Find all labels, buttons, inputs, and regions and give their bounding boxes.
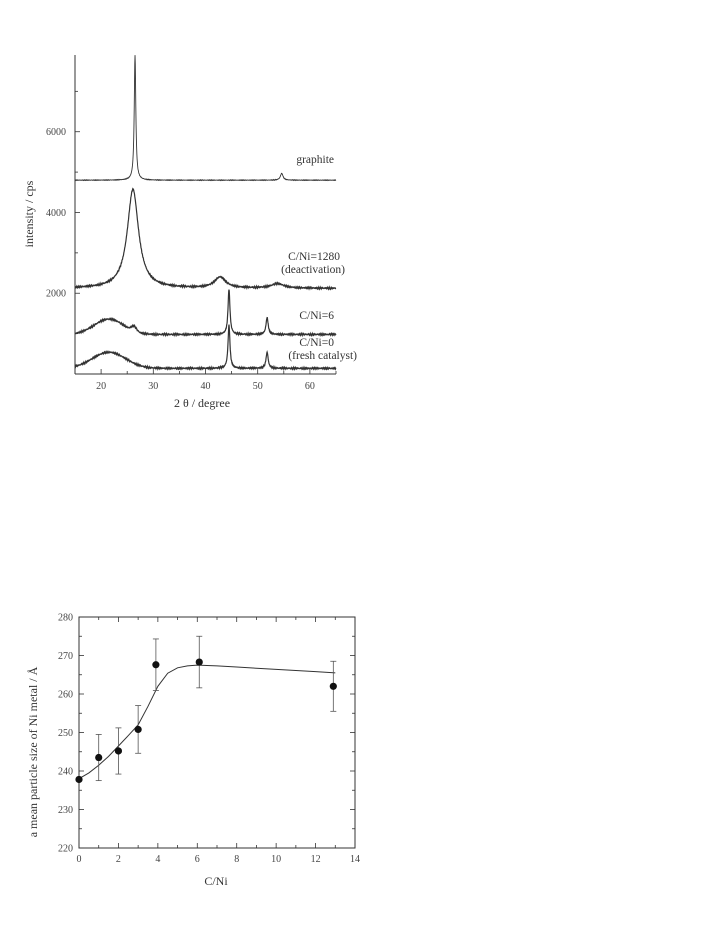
annotation-cni-0: C/Ni=0 <box>299 337 334 349</box>
particle-y-tick-label: 240 <box>58 766 73 778</box>
particle-x-tick-label: 10 <box>271 854 282 865</box>
data-point <box>135 726 142 733</box>
xrd-y-axis-label: intensity / cps <box>22 180 36 248</box>
xrd-x-tick-label: 30 <box>148 381 159 392</box>
particle-y-axis-label: a mean particle size of Ni metal / Å <box>26 666 40 838</box>
annotation-cni-6: C/Ni=6 <box>299 310 334 322</box>
xrd-x-tick-label: 50 <box>252 381 263 392</box>
data-point <box>75 776 82 783</box>
annotation-graphite: graphite <box>296 154 334 166</box>
particle-plot-frame <box>79 617 355 848</box>
particle-y-tick-label: 270 <box>58 651 73 662</box>
particle-axes <box>79 617 355 848</box>
xrd-x-tick-label: 20 <box>96 381 107 392</box>
xrd-x-tick-label: 60 <box>304 381 315 392</box>
xrd-y-tick-label: 6000 <box>46 127 66 139</box>
annotation-cni-1280: C/Ni=1280 <box>288 251 340 263</box>
particle-points <box>75 636 337 783</box>
particle-x-tick-label: 8 <box>234 854 240 865</box>
particle-y-tick-label: 260 <box>58 689 73 701</box>
xrd-series-line <box>75 290 336 336</box>
data-point <box>115 747 122 754</box>
annotation-fresh-catalyst: (fresh catalyst) <box>288 350 357 362</box>
particle-x-tick-label: 4 <box>155 854 161 865</box>
xrd-x-axis-label: 2 θ / degree <box>173 396 231 410</box>
particle-x-tick-label: 2 <box>115 854 121 865</box>
particle-x-tick-label: 14 <box>350 854 360 865</box>
xrd-traces <box>75 55 336 369</box>
particle-x-tick-label: 6 <box>194 854 200 865</box>
particle-fit-line <box>79 665 335 779</box>
particle-fit-curve <box>79 665 335 779</box>
xrd-y-tick-label: 4000 <box>46 207 66 219</box>
particle-y-tick-label: 280 <box>58 612 73 624</box>
particle-x-axis-label: C/Ni <box>204 874 228 888</box>
particle-y-tick-label: 230 <box>58 805 73 816</box>
xrd-ticks <box>46 91 336 392</box>
annotation-deactivation: (deactivation) <box>281 264 345 276</box>
xrd-x-tick-label: 40 <box>200 381 211 392</box>
particle-y-tick-label: 220 <box>58 843 73 855</box>
xrd-axes <box>75 55 336 374</box>
particle-ticks <box>58 613 360 866</box>
particle-x-tick-label: 12 <box>310 854 321 865</box>
xrd-y-tick-label: 2000 <box>46 288 66 300</box>
data-point <box>196 658 203 665</box>
particle-y-tick-label: 250 <box>58 728 73 739</box>
data-point <box>152 661 159 668</box>
data-point <box>95 754 102 761</box>
xrd-series-line <box>75 325 336 370</box>
data-point <box>330 683 337 690</box>
particle-x-tick-label: 0 <box>76 854 82 865</box>
